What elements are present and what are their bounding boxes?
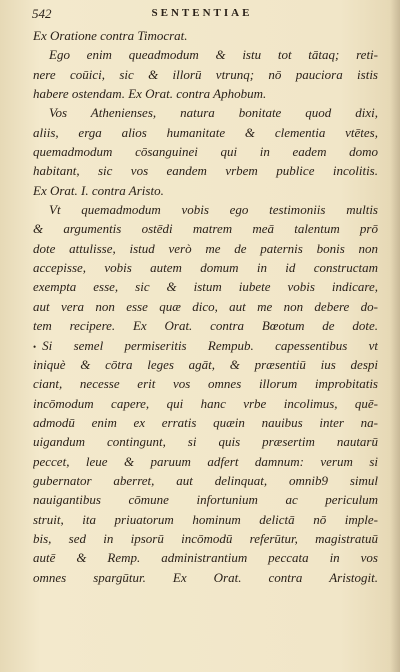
text-line [33,26,378,45]
text-line-content: peccet, leue & paruum adfert damnum: verum si [33,453,378,469]
text-line-content: nauigantibus cōmune infortunium ac periculum [33,492,378,508]
text-line-content: admodū enim ex erratis quæin nauibus inter na- [33,414,378,430]
text-line [33,452,378,471]
text-line [33,200,378,219]
text-line-content: aut vera non esse quæ dico, aut me non debere do- [33,298,378,314]
text-line-content: Ego enim queadmodum & istu tot tātaq; reti- [49,47,378,63]
text-line-content: habitant, sic vos eandem vrbem publice incolitis. [33,163,378,179]
text-line [33,84,378,103]
text-line-content: quemadmodum cōsanguinei qui in eadem domo [33,144,378,160]
text-line [33,510,378,529]
text-line-content: exempta esse, sic & istum iubete vobis indicare, [33,279,378,295]
text-line-content: Vt quemadmodum vobis ego testimoniis multis [49,202,378,218]
text-line [33,45,378,64]
text-line-content: Ex Orat. I. contra Aristo. [33,182,164,198]
text-line-content: incōmodum capere, qui hanc vrbe incolimus, quē- [33,395,378,411]
text-line-content: dote attulisse, istud verò me de paternis bonis non [33,240,378,256]
text-line [33,432,378,451]
text-line-content: nere coūici, sic & illorū vtrunq; nō pauciora istis [33,66,378,82]
text-line-content: habere ostendam. Ex Orat. contra Aphobum. [33,86,267,102]
text-line [33,548,378,567]
text-line [33,181,378,200]
text-line [33,219,378,238]
text-line [33,336,378,355]
page-edge-shadow [390,0,400,672]
text-line [33,394,378,413]
text-line [33,103,378,122]
text-line-content: uigandum contingunt, si quis præsertim nautarū [33,434,378,450]
text-line [33,471,378,490]
page-number: 542 [32,6,52,21]
text-line [33,355,378,374]
text-line [33,161,378,180]
text-line [33,568,378,587]
text-line [33,316,378,335]
text-line-content: iniquè & cōtra leges agāt, & præsentiū ius despi [33,356,378,372]
body-text [33,26,378,587]
text-line-content: aliis, erga alios humanitate & clementia vtētes, [33,124,378,140]
text-line [33,529,378,548]
text-line [33,374,378,393]
text-line-content: struit, ita priuatorum hominum delictā nō imple- [33,511,378,527]
text-line-content: tem recipere. Ex Orat. contra Bœotum de dote. [33,318,378,334]
page-header [32,6,372,24]
text-line [33,413,378,432]
text-line [33,277,378,296]
bullet-mark-icon: • [33,341,37,352]
text-line-content: accepisse, vobis autem domum in id constructam [33,260,378,276]
text-line-content: gubernator aberret, aut delinquat, omnib9 simul [33,472,378,488]
text-line [33,258,378,277]
text-line-content: & argumentis ostēdi matrem meā talentum prō [33,221,378,237]
text-line-content: ciant, necesse erit vos omnes illorum improbitatis [33,376,378,392]
text-line-content: omnes spargūtur. Ex Orat. contra Aristogit. [33,569,378,585]
text-line-content: Ex Oratione contra Timocrat. [33,28,188,43]
text-line [33,297,378,316]
text-line [33,490,378,509]
text-line-content: bis, sed in ipsorū incōmodū referūtur, magistratuū [33,530,378,546]
text-line [33,239,378,258]
text-line [33,65,378,84]
text-line [33,123,378,142]
text-line [33,142,378,161]
text-line-content: Si semel permiseritis Rempub. capessentibus vt [42,337,378,353]
text-line-content: autē & Remp. administrantium peccata in vos [33,550,378,566]
running-title: SENTENTIAE [151,7,253,19]
text-line-content: Vos Athenienses, natura bonitate quod dixi, [49,105,378,121]
